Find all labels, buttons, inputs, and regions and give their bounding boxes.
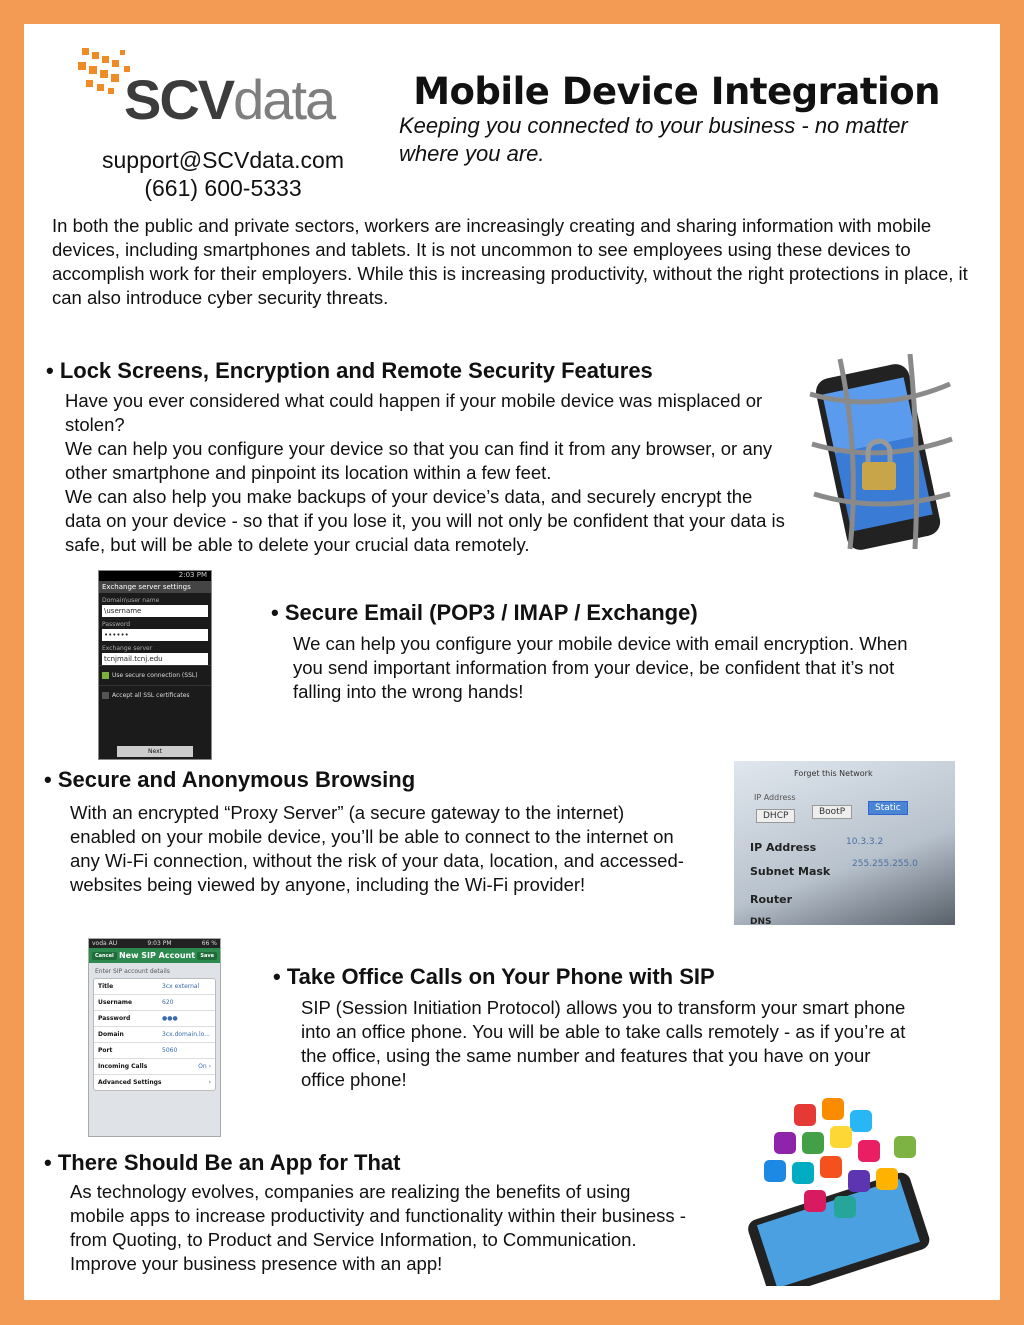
ssl-checkbox[interactable]: Use secure connection (SSL)	[99, 665, 211, 685]
lock-paragraph: We can also help you make backups of your device’s data, and securely encrypt the data on your device - so that if you lose it, you will not only be confident that your data is safe, but will be able to delete your crucial data remotely.	[65, 486, 785, 555]
nav-title: New SIP Account	[118, 951, 196, 960]
sip-row[interactable]: Domain 3cx.domain.lo...	[94, 1027, 215, 1043]
ios-nav-bar	[89, 948, 220, 963]
field-label: Password	[102, 621, 131, 628]
section-title-secure-email: • Secure Email (POP3 / IMAP / Exchange)	[271, 600, 698, 625]
contact-phone: (661) 600-5333	[144, 175, 302, 201]
contact-email[interactable]: support@SCVdata.com	[102, 147, 344, 173]
save-button[interactable]: Save	[197, 952, 217, 960]
sip-fields	[93, 978, 216, 1091]
accept-ssl-checkbox[interactable]: Accept all SSL certificates	[99, 685, 211, 705]
ip-address-label: IP Address	[750, 841, 817, 854]
flyer-page	[24, 24, 1000, 1300]
router-label: Router	[750, 893, 793, 906]
section-body-browsing: With an encrypted “Proxy Server” (a secure gateway to the internet) enabled on your mobile device, you’ll be able to connect to the internet on any Wi-Fi connection, without the risk of your data, location, and accessed-websites being viewed by anyone, including the Wi-Fi provider!	[70, 802, 684, 895]
cancel-button[interactable]: Cancel	[92, 952, 117, 960]
next-button[interactable]: Next	[117, 746, 193, 757]
exchange-settings-screenshot	[98, 570, 212, 760]
section-title-browsing: • Secure and Anonymous Browsing	[44, 767, 416, 792]
username-field[interactable]: \username	[102, 605, 208, 617]
subnet-mask-label: Subnet Mask	[750, 865, 831, 878]
page-tagline: Keeping you connected to your business - no matter where you are.	[399, 113, 908, 166]
tab-dhcp: DHCP	[756, 809, 795, 823]
section-title-lock-screens: • Lock Screens, Encryption and Remote Security Features	[46, 358, 653, 383]
sip-row[interactable]: Port 5060	[94, 1043, 215, 1059]
chained-phone-icon	[800, 354, 960, 554]
ip-heading: IP Address	[754, 793, 796, 802]
page-title: Mobile Device Integration	[413, 70, 940, 113]
tab-bootp: BootP	[812, 805, 852, 819]
section-title-apps: • There Should Be an App for That	[44, 1150, 401, 1175]
dns-label: DNS	[750, 917, 772, 925]
status-time: 2:03 PM	[99, 571, 211, 581]
lock-paragraph: We can help you configure your device so that you can find it from any browser, or any other smartphone and pinpoint its location within a few feet.	[65, 438, 773, 483]
app-phone-icon	[734, 1096, 934, 1286]
exchange-header: Exchange server settings	[99, 581, 211, 593]
sip-row[interactable]: Incoming Calls On ›	[94, 1059, 215, 1075]
ip-address-value: 10.3.3.2	[846, 837, 884, 847]
section-body-sip: SIP (Session Initiation Protocol) allows you to transform your smart phone into an office phone. You will be able to take calls remotely - as if you’re at the office, using the same number and features that you have on your office phone!	[301, 997, 906, 1090]
sip-row[interactable]: Password ●●●	[94, 1011, 215, 1027]
section-body-secure-email: We can help you configure your mobile device with email encryption. When you send important information from your device, be confident that it’s not falling into the wrong hands!	[293, 633, 908, 702]
sip-row[interactable]: Username 620	[94, 995, 215, 1011]
server-field[interactable]: tcnjmail.tcnj.edu	[102, 653, 208, 665]
subnet-mask-value: 255.255.255.0	[852, 859, 918, 869]
network-settings-photo	[734, 761, 955, 925]
field-label: Exchange server	[102, 645, 153, 652]
section-title-sip: • Take Office Calls on Your Phone with SIP	[273, 964, 715, 989]
field-label: Domain\user name	[102, 597, 160, 604]
section-body-lock-screens	[65, 389, 785, 557]
password-field[interactable]: ••••••	[102, 629, 208, 641]
ios-status-bar: voda AU 9:03 PM 66 %	[89, 939, 220, 948]
lock-paragraph: Have you ever considered what could happen if your mobile device was misplaced or stolen?	[65, 390, 763, 435]
sip-row[interactable]: Advanced Settings ›	[98, 1079, 211, 1086]
tab-static: Static	[868, 801, 908, 815]
intro-paragraph: In both the public and private sectors, workers are increasingly creating and sharing information with mobile devices, including smartphones and tablets. It is not uncommon to see employees using these devices to accomplish work for their employers. While this is increasing productivity, without the right protections in place, it can also introduce cyber security threats.	[52, 215, 968, 308]
section-body-apps: As technology evolves, companies are realizing the benefits of using mobile apps to increase productivity and functionality within their business - from Quoting, to Product and Service Information, to Communication. Improve your business presence with an app!	[70, 1181, 686, 1274]
forget-network-label: Forget this Network	[794, 769, 873, 778]
sip-row[interactable]: Title 3cx external	[94, 979, 215, 995]
company-logo: SCVdata	[124, 68, 335, 131]
sip-account-screenshot	[88, 938, 221, 1137]
sip-caption: Enter SIP account details	[95, 968, 170, 975]
